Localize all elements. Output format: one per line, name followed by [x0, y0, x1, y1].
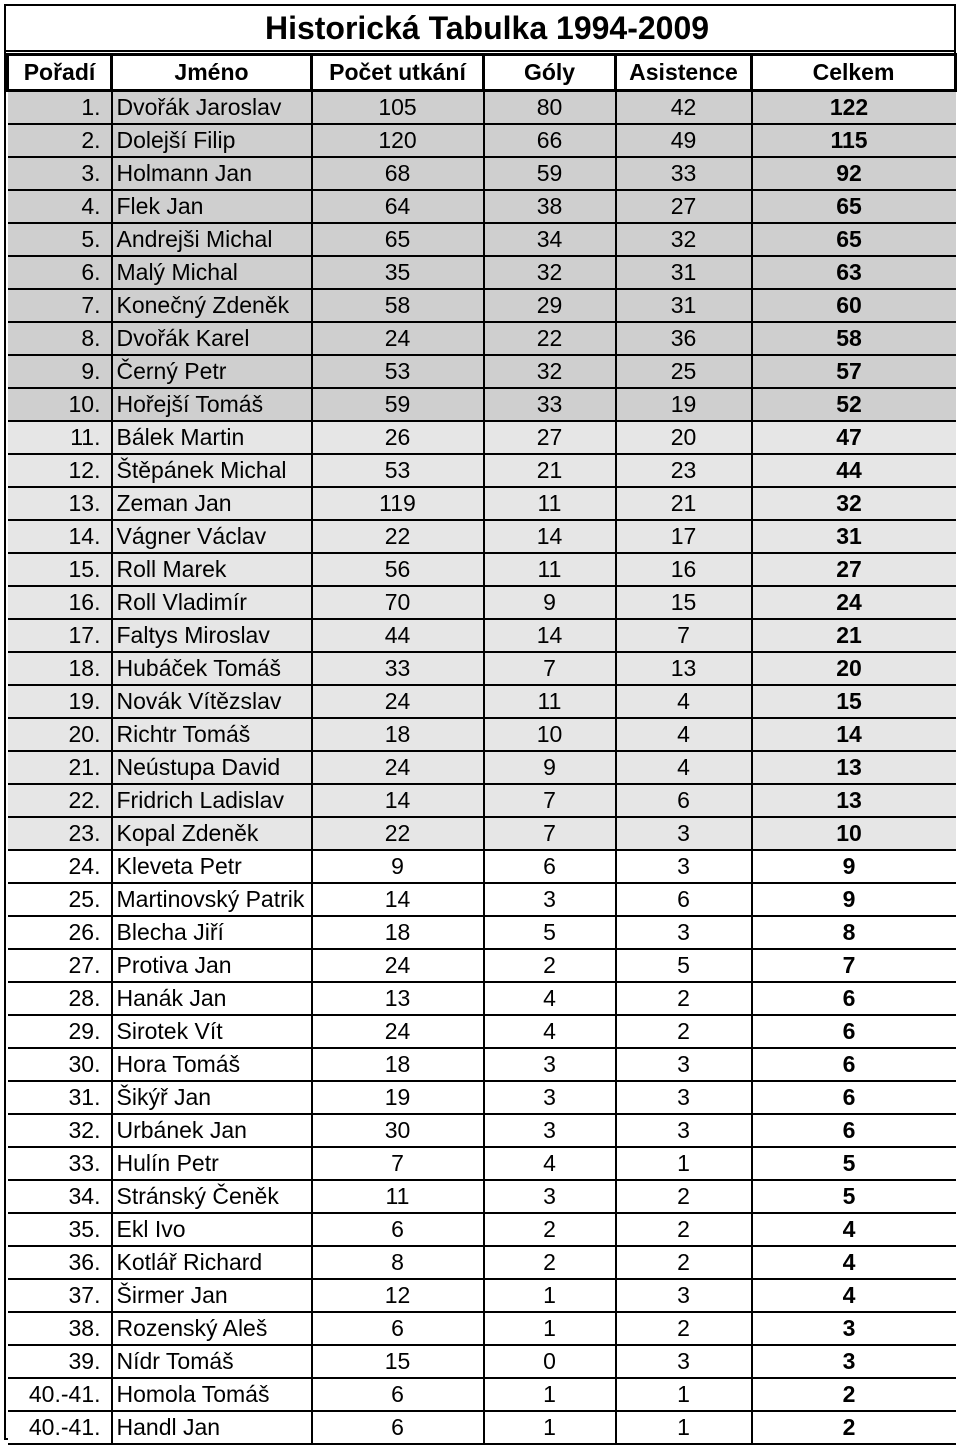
cell-assists: 3 [616, 1048, 752, 1081]
table-row [8, 487, 956, 520]
cell-matches: 13 [312, 982, 484, 1015]
cell-rank: 27. [8, 949, 112, 982]
cell-name: Handl Jan [112, 1411, 312, 1444]
cell-total: 13 [752, 751, 956, 784]
table-row [8, 289, 956, 322]
cell-assists: 2 [616, 1312, 752, 1345]
cell-total: 20 [752, 652, 956, 685]
table-row [8, 586, 956, 619]
cell-name: Šikýř Jan [112, 1081, 312, 1114]
cell-goals: 66 [484, 124, 616, 157]
cell-total: 21 [752, 619, 956, 652]
cell-total: 10 [752, 817, 956, 850]
cell-rank: 22. [8, 784, 112, 817]
table-row [8, 1015, 956, 1048]
cell-matches: 33 [312, 652, 484, 685]
cell-matches: 105 [312, 91, 484, 125]
cell-rank: 4. [8, 190, 112, 223]
cell-goals: 21 [484, 454, 616, 487]
cell-goals: 3 [484, 1081, 616, 1114]
cell-total: 44 [752, 454, 956, 487]
cell-total: 6 [752, 1114, 956, 1147]
cell-goals: 14 [484, 520, 616, 553]
table-row [8, 1048, 956, 1081]
cell-total: 58 [752, 322, 956, 355]
table-row [8, 355, 956, 388]
cell-rank: 9. [8, 355, 112, 388]
cell-total: 122 [752, 91, 956, 125]
table-row [8, 190, 956, 223]
cell-name: Hulín Petr [112, 1147, 312, 1180]
cell-goals: 29 [484, 289, 616, 322]
cell-assists: 16 [616, 553, 752, 586]
standings-table [6, 53, 957, 1445]
cell-name: Bálek Martin [112, 421, 312, 454]
cell-goals: 1 [484, 1378, 616, 1411]
cell-goals: 38 [484, 190, 616, 223]
cell-goals: 14 [484, 619, 616, 652]
cell-assists: 49 [616, 124, 752, 157]
cell-matches: 70 [312, 586, 484, 619]
header-assists: Asistence [616, 55, 752, 91]
header-matches: Počet utkání [312, 55, 484, 91]
cell-matches: 6 [312, 1213, 484, 1246]
cell-goals: 2 [484, 1213, 616, 1246]
cell-assists: 31 [616, 289, 752, 322]
cell-rank: 29. [8, 1015, 112, 1048]
cell-matches: 8 [312, 1246, 484, 1279]
cell-goals: 3 [484, 1114, 616, 1147]
table-row [8, 1246, 956, 1279]
cell-name: Blecha Jiří [112, 916, 312, 949]
cell-name: Kotlář Richard [112, 1246, 312, 1279]
cell-assists: 6 [616, 883, 752, 916]
cell-goals: 3 [484, 1048, 616, 1081]
cell-matches: 26 [312, 421, 484, 454]
cell-matches: 6 [312, 1411, 484, 1444]
cell-rank: 2. [8, 124, 112, 157]
cell-matches: 6 [312, 1312, 484, 1345]
cell-name: Hora Tomáš [112, 1048, 312, 1081]
cell-rank: 7. [8, 289, 112, 322]
cell-total: 15 [752, 685, 956, 718]
cell-matches: 53 [312, 355, 484, 388]
cell-total: 14 [752, 718, 956, 751]
cell-rank: 21. [8, 751, 112, 784]
cell-goals: 5 [484, 916, 616, 949]
cell-goals: 80 [484, 91, 616, 125]
cell-total: 92 [752, 157, 956, 190]
table-row [8, 1411, 956, 1444]
cell-matches: 6 [312, 1378, 484, 1411]
cell-assists: 1 [616, 1147, 752, 1180]
table-row [8, 223, 956, 256]
cell-total: 2 [752, 1411, 956, 1444]
table-row [8, 157, 956, 190]
cell-rank: 33. [8, 1147, 112, 1180]
cell-assists: 3 [616, 1114, 752, 1147]
cell-goals: 4 [484, 982, 616, 1015]
cell-rank: 16. [8, 586, 112, 619]
cell-name: Rozenský Aleš [112, 1312, 312, 1345]
cell-assists: 2 [616, 1213, 752, 1246]
cell-total: 6 [752, 1081, 956, 1114]
spreadsheet [4, 4, 956, 1440]
cell-matches: 65 [312, 223, 484, 256]
cell-total: 3 [752, 1312, 956, 1345]
table-body [8, 91, 956, 1445]
cell-total: 65 [752, 190, 956, 223]
cell-name: Hořejší Tomáš [112, 388, 312, 421]
table-row [8, 718, 956, 751]
cell-rank: 36. [8, 1246, 112, 1279]
cell-rank: 3. [8, 157, 112, 190]
cell-assists: 19 [616, 388, 752, 421]
cell-name: Urbánek Jan [112, 1114, 312, 1147]
cell-rank: 10. [8, 388, 112, 421]
cell-name: Štěpánek Michal [112, 454, 312, 487]
cell-rank: 24. [8, 850, 112, 883]
cell-goals: 7 [484, 652, 616, 685]
cell-name: Andrejši Michal [112, 223, 312, 256]
cell-goals: 59 [484, 157, 616, 190]
cell-name: Vágner Václav [112, 520, 312, 553]
cell-total: 31 [752, 520, 956, 553]
cell-matches: 120 [312, 124, 484, 157]
cell-matches: 14 [312, 784, 484, 817]
cell-assists: 36 [616, 322, 752, 355]
cell-total: 60 [752, 289, 956, 322]
cell-matches: 22 [312, 520, 484, 553]
cell-goals: 11 [484, 487, 616, 520]
cell-assists: 3 [616, 1279, 752, 1312]
cell-matches: 18 [312, 718, 484, 751]
cell-rank: 8. [8, 322, 112, 355]
cell-total: 8 [752, 916, 956, 949]
cell-goals: 34 [484, 223, 616, 256]
table-row [8, 124, 956, 157]
cell-matches: 22 [312, 817, 484, 850]
cell-rank: 14. [8, 520, 112, 553]
cell-goals: 7 [484, 784, 616, 817]
cell-assists: 21 [616, 487, 752, 520]
cell-matches: 68 [312, 157, 484, 190]
cell-assists: 5 [616, 949, 752, 982]
cell-rank: 32. [8, 1114, 112, 1147]
cell-name: Dvořák Karel [112, 322, 312, 355]
table-row [8, 619, 956, 652]
cell-matches: 53 [312, 454, 484, 487]
cell-assists: 4 [616, 685, 752, 718]
cell-total: 4 [752, 1213, 956, 1246]
cell-total: 9 [752, 883, 956, 916]
cell-matches: 11 [312, 1180, 484, 1213]
cell-assists: 15 [616, 586, 752, 619]
cell-goals: 4 [484, 1015, 616, 1048]
table-row [8, 553, 956, 586]
cell-rank: 18. [8, 652, 112, 685]
cell-matches: 56 [312, 553, 484, 586]
cell-goals: 22 [484, 322, 616, 355]
cell-goals: 11 [484, 685, 616, 718]
cell-rank: 34. [8, 1180, 112, 1213]
table-row [8, 1147, 956, 1180]
cell-rank: 15. [8, 553, 112, 586]
cell-rank: 40.-41. [8, 1378, 112, 1411]
cell-matches: 119 [312, 487, 484, 520]
cell-assists: 31 [616, 256, 752, 289]
cell-rank: 26. [8, 916, 112, 949]
cell-total: 7 [752, 949, 956, 982]
table-row [8, 1378, 956, 1411]
table-row [8, 256, 956, 289]
cell-goals: 9 [484, 751, 616, 784]
cell-name: Kopal Zdeněk [112, 817, 312, 850]
cell-rank: 35. [8, 1213, 112, 1246]
cell-assists: 27 [616, 190, 752, 223]
cell-total: 6 [752, 982, 956, 1015]
cell-assists: 2 [616, 1015, 752, 1048]
table-row [8, 982, 956, 1015]
cell-goals: 1 [484, 1279, 616, 1312]
cell-assists: 17 [616, 520, 752, 553]
cell-assists: 3 [616, 850, 752, 883]
header-name: Jméno [112, 55, 312, 91]
cell-name: Martinovský Patrik [112, 883, 312, 916]
cell-rank: 30. [8, 1048, 112, 1081]
cell-rank: 19. [8, 685, 112, 718]
cell-rank: 11. [8, 421, 112, 454]
cell-matches: 24 [312, 949, 484, 982]
cell-name: Holmann Jan [112, 157, 312, 190]
table-row [8, 916, 956, 949]
cell-rank: 6. [8, 256, 112, 289]
cell-assists: 2 [616, 1180, 752, 1213]
cell-goals: 10 [484, 718, 616, 751]
cell-assists: 7 [616, 619, 752, 652]
cell-name: Novák Vítězslav [112, 685, 312, 718]
cell-total: 32 [752, 487, 956, 520]
cell-assists: 2 [616, 1246, 752, 1279]
cell-rank: 37. [8, 1279, 112, 1312]
cell-matches: 18 [312, 1048, 484, 1081]
table-row [8, 883, 956, 916]
table-row [8, 388, 956, 421]
table-row [8, 421, 956, 454]
cell-name: Roll Vladimír [112, 586, 312, 619]
cell-name: Kleveta Petr [112, 850, 312, 883]
cell-goals: 9 [484, 586, 616, 619]
cell-matches: 24 [312, 322, 484, 355]
table-row [8, 1081, 956, 1114]
header-total: Celkem [752, 55, 956, 91]
cell-matches: 44 [312, 619, 484, 652]
cell-assists: 1 [616, 1378, 752, 1411]
cell-matches: 24 [312, 685, 484, 718]
cell-name: Sirotek Vít [112, 1015, 312, 1048]
cell-goals: 27 [484, 421, 616, 454]
cell-assists: 3 [616, 1345, 752, 1378]
cell-matches: 18 [312, 916, 484, 949]
cell-name: Fridrich Ladislav [112, 784, 312, 817]
cell-matches: 58 [312, 289, 484, 322]
cell-matches: 30 [312, 1114, 484, 1147]
cell-goals: 0 [484, 1345, 616, 1378]
table-row [8, 1345, 956, 1378]
cell-assists: 32 [616, 223, 752, 256]
cell-total: 27 [752, 553, 956, 586]
page-title: Historická Tabulka 1994-2009 [6, 6, 954, 52]
cell-assists: 23 [616, 454, 752, 487]
table-row [8, 949, 956, 982]
cell-total: 52 [752, 388, 956, 421]
cell-rank: 13. [8, 487, 112, 520]
cell-goals: 6 [484, 850, 616, 883]
table-row [8, 751, 956, 784]
cell-name: Hubáček Tomáš [112, 652, 312, 685]
cell-name: Homola Tomáš [112, 1378, 312, 1411]
cell-goals: 1 [484, 1411, 616, 1444]
cell-total: 5 [752, 1147, 956, 1180]
table-row [8, 1312, 956, 1345]
cell-assists: 1 [616, 1411, 752, 1444]
cell-name: Stránský Čeněk [112, 1180, 312, 1213]
header-goals: Góly [484, 55, 616, 91]
cell-goals: 3 [484, 883, 616, 916]
cell-name: Konečný Zdeněk [112, 289, 312, 322]
header-rank: Pořadí [8, 55, 112, 91]
cell-goals: 33 [484, 388, 616, 421]
cell-name: Richtr Tomáš [112, 718, 312, 751]
table-header [8, 55, 956, 91]
table-row [8, 817, 956, 850]
cell-goals: 2 [484, 949, 616, 982]
cell-total: 24 [752, 586, 956, 619]
cell-goals: 7 [484, 817, 616, 850]
cell-rank: 38. [8, 1312, 112, 1345]
cell-name: Dvořák Jaroslav [112, 91, 312, 125]
cell-rank: 31. [8, 1081, 112, 1114]
cell-name: Dolejší Filip [112, 124, 312, 157]
cell-assists: 6 [616, 784, 752, 817]
table-row [8, 91, 956, 125]
cell-total: 9 [752, 850, 956, 883]
cell-total: 5 [752, 1180, 956, 1213]
cell-total: 3 [752, 1345, 956, 1378]
table-row [8, 1279, 956, 1312]
cell-goals: 11 [484, 553, 616, 586]
cell-name: Ekl Ivo [112, 1213, 312, 1246]
cell-rank: 12. [8, 454, 112, 487]
cell-matches: 12 [312, 1279, 484, 1312]
cell-assists: 25 [616, 355, 752, 388]
cell-rank: 20. [8, 718, 112, 751]
cell-rank: 25. [8, 883, 112, 916]
cell-name: Roll Marek [112, 553, 312, 586]
cell-name: Malý Michal [112, 256, 312, 289]
cell-assists: 20 [616, 421, 752, 454]
cell-matches: 64 [312, 190, 484, 223]
cell-name: Hanák Jan [112, 982, 312, 1015]
cell-matches: 14 [312, 883, 484, 916]
cell-matches: 15 [312, 1345, 484, 1378]
cell-name: Nídr Tomáš [112, 1345, 312, 1378]
cell-assists: 2 [616, 982, 752, 1015]
cell-total: 13 [752, 784, 956, 817]
cell-total: 63 [752, 256, 956, 289]
cell-matches: 24 [312, 751, 484, 784]
cell-rank: 1. [8, 91, 112, 125]
cell-matches: 9 [312, 850, 484, 883]
cell-name: Protiva Jan [112, 949, 312, 982]
cell-matches: 19 [312, 1081, 484, 1114]
cell-total: 6 [752, 1015, 956, 1048]
cell-total: 2 [752, 1378, 956, 1411]
cell-assists: 42 [616, 91, 752, 125]
cell-rank: 40.-41. [8, 1411, 112, 1444]
cell-name: Flek Jan [112, 190, 312, 223]
cell-assists: 3 [616, 916, 752, 949]
cell-name: Širmer Jan [112, 1279, 312, 1312]
table-row [8, 1114, 956, 1147]
cell-name: Černý Petr [112, 355, 312, 388]
cell-goals: 32 [484, 355, 616, 388]
cell-rank: 5. [8, 223, 112, 256]
table-row [8, 784, 956, 817]
cell-goals: 32 [484, 256, 616, 289]
cell-goals: 3 [484, 1180, 616, 1213]
cell-matches: 59 [312, 388, 484, 421]
cell-total: 57 [752, 355, 956, 388]
table-row [8, 454, 956, 487]
cell-total: 65 [752, 223, 956, 256]
cell-total: 47 [752, 421, 956, 454]
cell-assists: 4 [616, 751, 752, 784]
cell-total: 115 [752, 124, 956, 157]
table-row [8, 520, 956, 553]
cell-rank: 28. [8, 982, 112, 1015]
cell-rank: 23. [8, 817, 112, 850]
table-row [8, 1213, 956, 1246]
table-row [8, 850, 956, 883]
cell-goals: 2 [484, 1246, 616, 1279]
cell-assists: 4 [616, 718, 752, 751]
cell-total: 4 [752, 1246, 956, 1279]
table-row [8, 685, 956, 718]
table-row [8, 652, 956, 685]
cell-name: Zeman Jan [112, 487, 312, 520]
cell-rank: 17. [8, 619, 112, 652]
cell-matches: 24 [312, 1015, 484, 1048]
cell-rank: 39. [8, 1345, 112, 1378]
cell-goals: 1 [484, 1312, 616, 1345]
cell-name: Neústupa David [112, 751, 312, 784]
cell-assists: 3 [616, 817, 752, 850]
cell-name: Faltys Miroslav [112, 619, 312, 652]
cell-matches: 35 [312, 256, 484, 289]
cell-goals: 4 [484, 1147, 616, 1180]
cell-total: 6 [752, 1048, 956, 1081]
table-row [8, 1180, 956, 1213]
table-row [8, 322, 956, 355]
cell-assists: 13 [616, 652, 752, 685]
cell-assists: 3 [616, 1081, 752, 1114]
cell-assists: 33 [616, 157, 752, 190]
cell-total: 4 [752, 1279, 956, 1312]
cell-matches: 7 [312, 1147, 484, 1180]
